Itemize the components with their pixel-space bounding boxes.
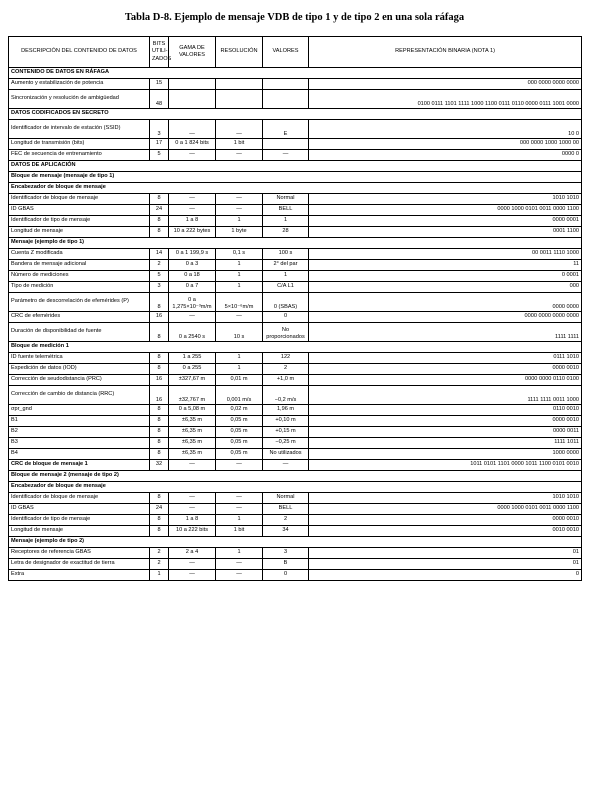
cell-value: 2 [263,515,309,526]
section-row [9,172,582,183]
cell-bits: 5 [150,271,169,282]
cell-value: 0 [263,312,309,323]
cell-binary: 10 0 [309,120,582,139]
cell-bits: 8 [150,515,169,526]
cell-value: 2 [263,364,309,375]
cell-description: B1 [9,416,150,427]
cell-range: 0 a 2540 s [169,323,216,342]
cell-value: 0 (SBAS) [263,293,309,312]
section-title: DATOS DE APLICACIÓN [9,161,582,172]
cell-value: 2° del par [263,260,309,271]
cell-bits: 8 [150,405,169,416]
cell-range: — [169,559,216,570]
section-title: Bloque de medición 1 [9,342,582,353]
cell-binary: 1111 1111 [309,323,582,342]
cell-resolution: — [216,150,263,161]
cell-description: Tipo de medición [9,282,150,293]
cell-resolution [216,79,263,90]
cell-range: 0 a 1 824 bits [169,139,216,150]
cell-resolution: 0,01 m [216,375,263,386]
cell-range: ±32,767 m [169,386,216,405]
cell-description: Identificador de bloque de mensaje [9,493,150,504]
cell-value: 1,96 m [263,405,309,416]
cell-binary: 0000 0000 0000 0000 [309,312,582,323]
cell-description: Identificador de tipo de mensaje [9,515,150,526]
table-row [9,260,582,271]
cell-range: 0 a 255 [169,364,216,375]
table-row [9,120,582,139]
cell-binary: 0 0001 [309,271,582,282]
cell-description: Identificador de tipo de mensaje [9,216,150,227]
cell-binary: 0000 0010 [309,364,582,375]
cell-value: No utilizados [263,449,309,460]
section-row [9,109,582,120]
cell-resolution: — [216,312,263,323]
section-row [9,238,582,249]
table-row [9,427,582,438]
table-row [9,526,582,537]
cell-value: 100 s [263,249,309,260]
cell-value: 34 [263,526,309,537]
cell-value: Normal [263,493,309,504]
cell-resolution: — [216,504,263,515]
cell-range: 0 a 1 199,9 s [169,249,216,260]
cell-bits: 16 [150,375,169,386]
cell-resolution: 10 s [216,323,263,342]
cell-range: 1 a 8 [169,216,216,227]
cell-description: Cuenta Z modificada [9,249,150,260]
cell-binary: 0001 1100 [309,227,582,238]
cell-value: 3 [263,548,309,559]
cell-range: — [169,194,216,205]
cell-description: ID GBAS [9,205,150,216]
cell-range: — [169,312,216,323]
cell-range: ±6,35 m [169,449,216,460]
cell-bits: 14 [150,249,169,260]
cell-bits: 8 [150,353,169,364]
cell-resolution: — [216,460,263,471]
cell-bits: 2 [150,559,169,570]
cell-range: 1 a 8 [169,515,216,526]
cell-bits: 8 [150,493,169,504]
cell-value: B [263,559,309,570]
cell-binary: 1111 1111 0011 1000 [309,386,582,405]
cell-bits: 16 [150,312,169,323]
section-row [9,482,582,493]
cell-value: BELL [263,504,309,515]
cell-value: −0,25 m [263,438,309,449]
cell-resolution: 1 [216,282,263,293]
cell-binary: 0100 0111 1101 1111 1000 1100 0111 0110 0000 0111 1001 0000 [309,90,582,109]
table-row [9,194,582,205]
cell-binary: 01 [309,548,582,559]
cell-bits: 8 [150,216,169,227]
cell-range: ±6,35 m [169,416,216,427]
table-row [9,449,582,460]
cell-value: +1,0 m [263,375,309,386]
cell-bits: 24 [150,504,169,515]
cell-value: +0,15 m [263,427,309,438]
cell-resolution: — [216,205,263,216]
cell-value: −0,2 m/s [263,386,309,405]
cell-bits: 8 [150,416,169,427]
cell-description: Parámetro de descorrelación de efemérides (P) [9,293,150,312]
cell-bits: 8 [150,526,169,537]
header-bits: BITS UTILI-ZADOS [150,37,169,68]
cell-description: Identificador de bloque de mensaje [9,194,150,205]
cell-value: 1 [263,271,309,282]
cell-bits: 15 [150,79,169,90]
cell-resolution: 1 bit [216,139,263,150]
cell-bits: 8 [150,438,169,449]
table-row [9,375,582,386]
cell-bits: 3 [150,282,169,293]
cell-bits: 8 [150,427,169,438]
cell-value: BELL [263,205,309,216]
cell-range: — [169,493,216,504]
cell-binary: 1111 1011 [309,438,582,449]
cell-binary: 0000 0011 [309,427,582,438]
cell-description: Letra de designador de exactitud de tierra [9,559,150,570]
cell-resolution: 1 [216,260,263,271]
header-range: GAMA DE VALORES [169,37,216,68]
cell-range: 1 a 255 [169,353,216,364]
table-row [9,227,582,238]
table-row [9,548,582,559]
cell-bits: 5 [150,150,169,161]
vdb-message-table [8,36,582,581]
cell-range: ±327,67 m [169,375,216,386]
cell-range: 10 a 222 bits [169,526,216,537]
cell-resolution: 0,001 m/s [216,386,263,405]
section-title: Bloque de mensaje 2 (mensaje de tipo 2) [9,471,582,482]
cell-description: Receptores de referencia GBAS [9,548,150,559]
section-title: Mensaje (ejemplo de tipo 2) [9,537,582,548]
cell-description: Número de mediciones [9,271,150,282]
cell-binary: 0000 0 [309,150,582,161]
cell-bits: 1 [150,570,169,581]
cell-bits: 2 [150,260,169,271]
table-row [9,205,582,216]
cell-description: Corrección de seudodistancia (PRC) [9,375,150,386]
cell-binary: 0 [309,570,582,581]
section-title: Encabezador de bloque de mensaje [9,183,582,194]
cell-range [169,79,216,90]
table-row [9,493,582,504]
table-caption: Tabla D-8. Ejemplo de mensaje VDB de tipo 1 y de tipo 2 en una sola ráfaga [124,12,465,23]
cell-binary: 000 0000 0000 0000 [309,79,582,90]
cell-binary: 11 [309,260,582,271]
cell-binary: 0000 0010 [309,515,582,526]
cell-value: Normal [263,194,309,205]
cell-resolution: 0,05 m [216,438,263,449]
cell-description: Extra [9,570,150,581]
section-row [9,183,582,194]
cell-binary: 0000 0010 [309,416,582,427]
section-row [9,471,582,482]
cell-bits: 17 [150,139,169,150]
cell-range: 10 a 222 bytes [169,227,216,238]
cell-range: — [169,120,216,139]
table-row [9,282,582,293]
table-header-row [9,37,582,68]
cell-value: — [263,460,309,471]
cell-bits: 3 [150,120,169,139]
table-row [9,293,582,312]
cell-resolution: 5×10⁻⁶m/m [216,293,263,312]
cell-resolution: — [216,120,263,139]
cell-description: Longitud de mensaje [9,526,150,537]
cell-range: ±6,35 m [169,427,216,438]
section-title: Encabezador de bloque de mensaje [9,482,582,493]
table-body [9,68,582,581]
section-title: Mensaje (ejemplo de tipo 1) [9,238,582,249]
cell-range: 0 a 18 [169,271,216,282]
cell-bits: 16 [150,386,169,405]
cell-range: 0 a 3 [169,260,216,271]
cell-range: — [169,460,216,471]
table-row [9,271,582,282]
cell-description: Longitud de mensaje [9,227,150,238]
cell-range [169,90,216,109]
cell-binary: 1010 1010 [309,194,582,205]
cell-description: Aumento y estabilización de potencia [9,79,150,90]
cell-resolution: 1 [216,216,263,227]
table-row [9,416,582,427]
cell-resolution: — [216,570,263,581]
cell-resolution: 0,05 m [216,427,263,438]
cell-bits: 24 [150,205,169,216]
cell-value: 28 [263,227,309,238]
table-row [9,150,582,161]
cell-range: — [169,150,216,161]
table-row [9,216,582,227]
cell-binary: 0111 1010 [309,353,582,364]
cell-value [263,79,309,90]
table-row [9,438,582,449]
cell-binary: 0000 1000 0101 0011 0000 1100 [309,205,582,216]
header-binary: REPRESENTACIÓN BINARIA (NOTA 1) [309,37,582,68]
cell-resolution: 1 byte [216,227,263,238]
cell-value: No proporcionados [263,323,309,342]
cell-binary: 0000 0000 [309,293,582,312]
cell-range: 0 a 5,08 m [169,405,216,416]
cell-value: 1 [263,216,309,227]
cell-resolution: — [216,194,263,205]
cell-resolution: 1 [216,364,263,375]
cell-binary: 0010 0010 [309,526,582,537]
header-resolution: RESOLUCIÓN [216,37,263,68]
cell-bits: 48 [150,90,169,109]
cell-binary: 1011 0101 1101 0000 1011 1100 0101 0010 [309,460,582,471]
cell-range: ±6,35 m [169,438,216,449]
section-title: CONTENIDO DE DATOS EN RÁFAGA [9,68,582,79]
cell-resolution: — [216,493,263,504]
table-row [9,405,582,416]
cell-binary: 000 0000 1000 1000 00 [309,139,582,150]
header-values: VALORES [263,37,309,68]
cell-binary: 0000 1000 0101 0011 0000 1100 [309,504,582,515]
cell-range: — [169,570,216,581]
table-row [9,460,582,471]
cell-binary: 0000 0001 [309,216,582,227]
cell-description: Sincronización y resolución de ambigüedad [9,90,150,109]
cell-value: +0,10 m [263,416,309,427]
cell-description: Longitud de transmisión (bits) [9,139,150,150]
table-row [9,504,582,515]
section-row [9,68,582,79]
cell-bits: 32 [150,460,169,471]
cell-description: σpr_gnd [9,405,150,416]
table-row [9,249,582,260]
cell-range: — [169,205,216,216]
cell-range: 2 a 4 [169,548,216,559]
cell-description: FEC de secuencia de entrenamiento [9,150,150,161]
cell-description: Duración de disponibilidad de fuente [9,323,150,342]
cell-resolution: — [216,559,263,570]
cell-resolution: 1 [216,515,263,526]
cell-description: Bandera de mensaje adicional [9,260,150,271]
cell-resolution: 1 [216,271,263,282]
cell-binary: 000 [309,282,582,293]
cell-resolution: 0,05 m [216,416,263,427]
table-row [9,90,582,109]
cell-range: 0 a 7 [169,282,216,293]
table-row [9,386,582,405]
cell-bits: 8 [150,194,169,205]
cell-resolution: 0,05 m [216,449,263,460]
cell-description: B4 [9,449,150,460]
cell-description: CRC de bloque de mensaje 1 [9,460,150,471]
cell-value: 122 [263,353,309,364]
section-row [9,537,582,548]
cell-binary: 0110 0010 [309,405,582,416]
cell-description: B3 [9,438,150,449]
cell-description: B2 [9,427,150,438]
section-title: Bloque de mensaje (mensaje de tipo 1) [9,172,582,183]
cell-value: C/A L1 [263,282,309,293]
cell-binary: 00 0011 1110 1000 [309,249,582,260]
cell-binary: 1010 1010 [309,493,582,504]
cell-resolution: 1 [216,353,263,364]
cell-value [263,90,309,109]
cell-bits: 8 [150,293,169,312]
cell-description: ID fuente telemétrica [9,353,150,364]
cell-resolution: 0,1 s [216,249,263,260]
cell-description: CRC de efemérides [9,312,150,323]
table-row [9,353,582,364]
cell-resolution: 0,02 m [216,405,263,416]
cell-binary: 01 [309,559,582,570]
table-row [9,79,582,90]
cell-description: Expedición de datos (IOD) [9,364,150,375]
cell-bits: 8 [150,227,169,238]
cell-value: — [263,150,309,161]
cell-description: Identificador de intervalo de estación (SSID) [9,120,150,139]
cell-resolution: 1 [216,548,263,559]
cell-bits: 2 [150,548,169,559]
header-description: DESCRIPCIÓN DEL CONTENIDO DE DATOS [9,37,150,68]
cell-description: Corrección de cambio de distancia (RRC) [9,386,150,405]
cell-bits: 8 [150,449,169,460]
table-row [9,515,582,526]
cell-bits: 8 [150,323,169,342]
table-row [9,364,582,375]
cell-resolution [216,90,263,109]
cell-range: — [169,504,216,515]
cell-value: E [263,120,309,139]
cell-value [263,139,309,150]
section-row [9,342,582,353]
table-row [9,139,582,150]
cell-bits: 8 [150,364,169,375]
table-row [9,312,582,323]
cell-range: 0 a 1,275×10⁻³m/m [169,293,216,312]
cell-binary: 1000 0000 [309,449,582,460]
table-row [9,323,582,342]
table-row [9,559,582,570]
table-row [9,570,582,581]
cell-value: 0 [263,570,309,581]
cell-resolution: 1 bit [216,526,263,537]
cell-binary: 0000 0000 0110 0100 [309,375,582,386]
cell-description: ID GBAS [9,504,150,515]
section-title: DATOS CODIFICADOS EN SECRETO [9,109,582,120]
section-row [9,161,582,172]
